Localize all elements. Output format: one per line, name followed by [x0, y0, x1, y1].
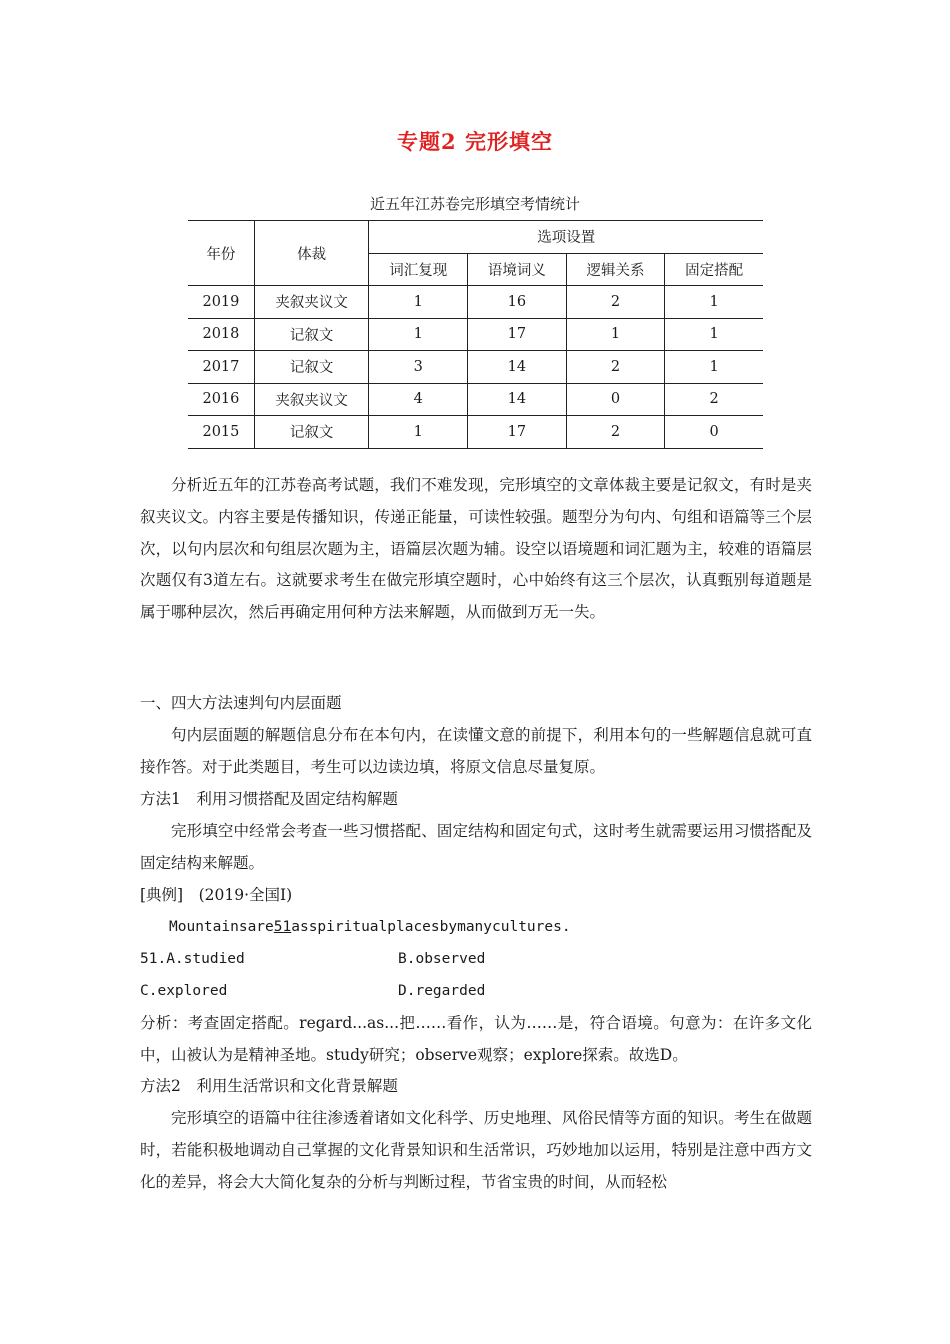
cell-value: 14 [468, 351, 567, 384]
method2-description: 完形填空的语篇中往往渗透着诸如文化科学、历史地理、风俗民情等方面的知识。考生在做题时，若能积极地调动自己掌握的文化背景知识和生活常识，巧妙地加以运用，特别是注意中西方文化的差异，将会大大简化复杂的分析与判断过程，节省宝贵的时间，从而轻松 [140, 1109, 812, 1191]
table-row [188, 383, 763, 416]
cell-value: 4 [369, 383, 468, 416]
table-caption: 近五年江苏卷完形填空考情统计 [369, 195, 580, 213]
header-options-group: 选项设置 [369, 221, 763, 254]
method1-description: 完形填空中经常会考查一些习惯搭配、固定结构和固定句式，这时考生就需要运用习惯搭配及固定结构来解题。 [140, 822, 812, 872]
cell-genre: 记叙文 [254, 416, 369, 449]
table-row [188, 318, 763, 351]
option-d: D.regarded [398, 983, 486, 999]
options-row-1 [140, 944, 812, 976]
cell-value: 1 [369, 286, 468, 319]
header-genre: 体裁 [254, 221, 369, 286]
intro-paragraph: 分析近五年的江苏卷高考试题，我们不难发现，完形填空的文章体裁主要是记叙文，有时是夹叙夹议文。内容主要是传播知识，传递正能量，可读性较强。题型分为句内、句组和语篇等三个层次，以句内层次和句组层次题为主，语篇层次题为辅。设空以语境题和词汇题为主，较难的语篇层次题仅有3道左右。这就要求考生在做完形填空题时，心中始终有这三个层次，认真甄别每道题是属于哪种层次，然后再确定用何种方法来解题，从而做到万无一失。 [140, 476, 812, 622]
cell-value: 14 [468, 383, 567, 416]
cell-value: 2 [566, 351, 665, 384]
method1-heading: 方法1 利用习惯搭配及固定结构解题 [140, 790, 398, 808]
cell-year: 2015 [188, 416, 254, 449]
cell-value: 1 [566, 318, 665, 351]
sentence-start: Mountainsare [169, 919, 274, 935]
table-row [188, 286, 763, 319]
cell-value: 0 [665, 416, 763, 449]
cell-year: 2017 [188, 351, 254, 384]
cell-value: 3 [369, 351, 468, 384]
cell-value: 2 [566, 286, 665, 319]
cell-value: 1 [369, 318, 468, 351]
cell-year: 2019 [188, 286, 254, 319]
option-a: 51.A.studied [140, 951, 245, 967]
page-title: 专题2 完形填空 [397, 129, 553, 154]
cell-genre: 记叙文 [254, 318, 369, 351]
cell-value: 2 [665, 383, 763, 416]
cell-value: 17 [468, 416, 567, 449]
sentence-end: asspiritualplacesbymanycultures. [291, 919, 571, 935]
cell-value: 17 [468, 318, 567, 351]
cell-value: 16 [468, 286, 567, 319]
example-sentence [140, 912, 812, 944]
header-option: 固定搭配 [665, 253, 763, 286]
table-row [188, 351, 763, 384]
stats-table [188, 220, 763, 449]
cell-year: 2016 [188, 383, 254, 416]
cell-value: 0 [566, 383, 665, 416]
blank-number: 51 [273, 919, 292, 935]
cell-value: 1 [665, 286, 763, 319]
analysis-paragraph: 分析：考查固定搭配。regard...as...把……看作，认为……是，符合语境。句意为：在许多文化中，山被认为是精神圣地。study研究；observe观察；explore探索。故选D。 [140, 1014, 812, 1064]
cell-year: 2018 [188, 318, 254, 351]
option-c: C.explored [140, 983, 228, 999]
cell-value: 1 [665, 318, 763, 351]
cell-value: 1 [369, 416, 468, 449]
option-b: B.observed [398, 951, 486, 967]
options-row-2 [140, 976, 812, 1008]
header-option: 语境词义 [468, 253, 567, 286]
table-row [188, 416, 763, 449]
cell-value: 2 [566, 416, 665, 449]
example-label: [典例] (2019·全国Ⅰ) [140, 886, 293, 904]
header-option: 词汇复现 [369, 253, 468, 286]
cell-genre: 夹叙夹议文 [254, 286, 369, 319]
header-option: 逻辑关系 [566, 253, 665, 286]
header-year: 年份 [188, 221, 254, 286]
cell-genre: 记叙文 [254, 351, 369, 384]
section-heading: 一、四大方法速判句内层面题 [140, 694, 342, 712]
method2-heading: 方法2 利用生活常识和文化背景解题 [140, 1077, 398, 1095]
cell-genre: 夹叙夹议文 [254, 383, 369, 416]
cell-value: 1 [665, 351, 763, 384]
section-description: 句内层面题的解题信息分布在本句内，在读懂文意的前提下，利用本句的一些解题信息就可直接作答。对于此类题目，考生可以边读边填，将原文信息尽量复原。 [140, 726, 812, 776]
